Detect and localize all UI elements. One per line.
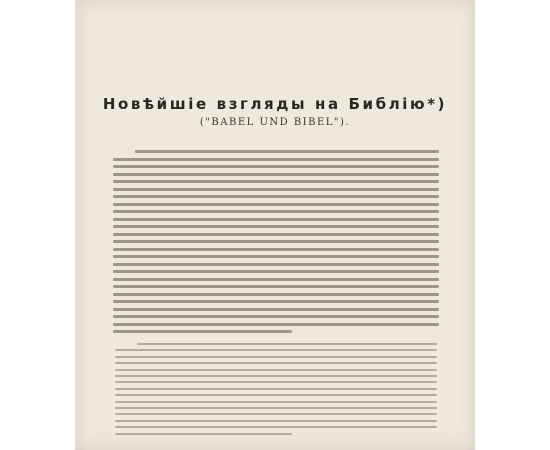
- body-text-line: [113, 240, 439, 243]
- footnote-text-line: [115, 433, 292, 435]
- article-subtitle: ("BABEL UND BIBEL").: [199, 117, 351, 128]
- footnote-text-line: [115, 401, 437, 403]
- body-text-line: [113, 225, 439, 228]
- body-text-line: [113, 188, 439, 191]
- footnote-text-line: [115, 426, 437, 428]
- article-body-text: [113, 150, 439, 335]
- body-text-line: [113, 278, 439, 281]
- footnote-text-line: [115, 375, 437, 377]
- body-text-line: [113, 165, 439, 168]
- body-text-line: [113, 293, 439, 296]
- footnote-text-line: [115, 349, 437, 351]
- body-text-line: [113, 300, 439, 303]
- body-text-line: [113, 233, 439, 236]
- body-text-line: [113, 195, 439, 198]
- body-text-line: [113, 158, 439, 161]
- footnote-text-line: [115, 413, 437, 415]
- body-text-line: [113, 315, 439, 318]
- article-footnote-text: [115, 343, 437, 438]
- article-title: Новѣйшiе взгляды на Библiю*): [102, 95, 448, 113]
- body-text-line: [113, 218, 439, 221]
- body-text-line: [113, 263, 439, 266]
- footnote-text-line: [115, 407, 437, 409]
- body-text-line: [113, 203, 439, 206]
- body-text-line: [113, 308, 439, 311]
- body-text-line: [113, 173, 439, 176]
- body-text-line: [113, 255, 439, 258]
- body-text-line: [113, 248, 439, 251]
- footnote-text-line: [137, 343, 437, 345]
- body-text-line: [113, 323, 439, 326]
- body-text-line: [113, 270, 439, 273]
- footnote-text-line: [115, 362, 437, 364]
- footnote-text-line: [115, 388, 437, 390]
- footnote-text-line: [115, 369, 437, 371]
- body-text-line: [113, 180, 439, 183]
- body-text-line: [113, 285, 439, 288]
- footnote-text-line: [115, 420, 437, 422]
- body-text-line: [113, 210, 439, 213]
- body-text-line: [113, 330, 292, 333]
- footnote-text-line: [115, 381, 437, 383]
- footnote-text-line: [115, 394, 437, 396]
- body-text-line: [135, 150, 439, 153]
- footnote-text-line: [115, 356, 437, 358]
- document-page: [75, 0, 475, 450]
